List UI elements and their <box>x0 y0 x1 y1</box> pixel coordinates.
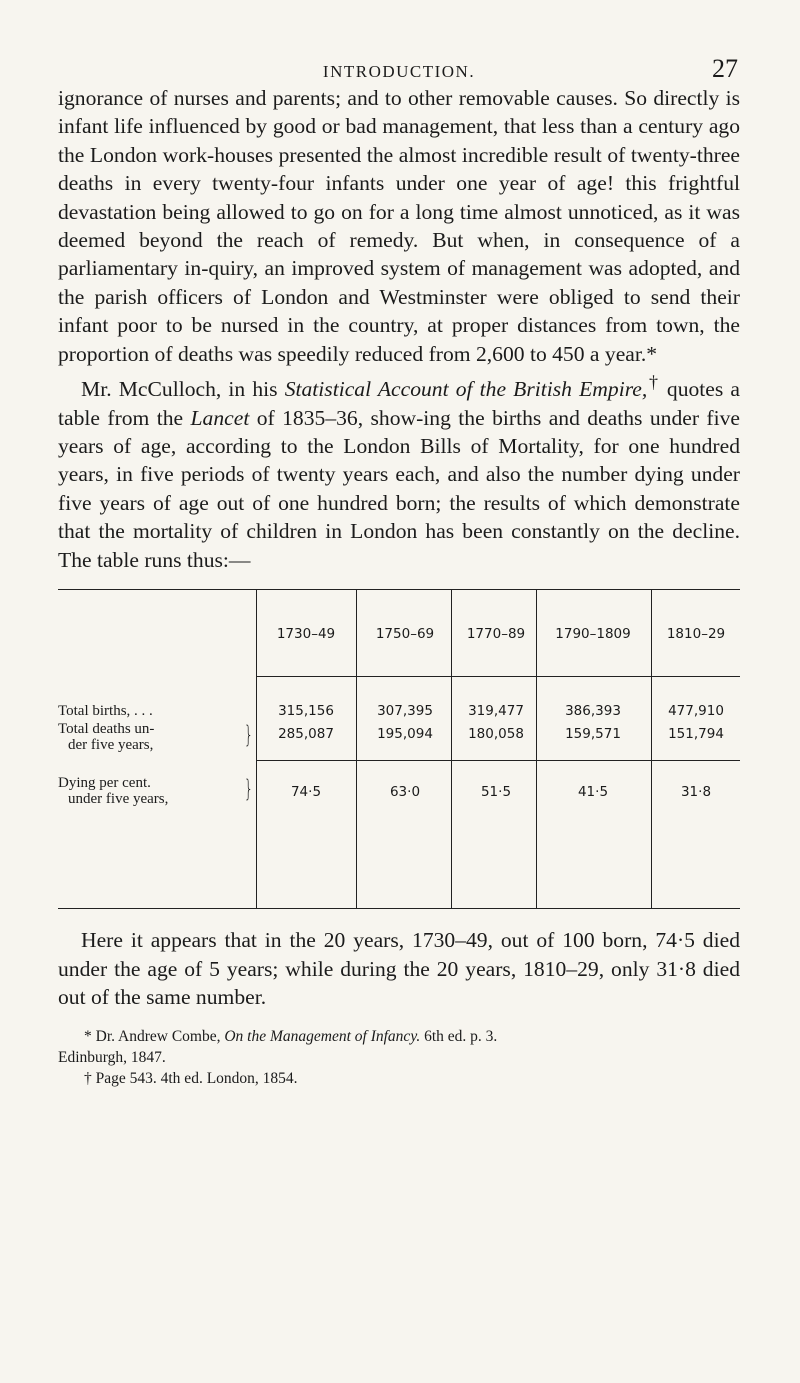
table-cell: 159,571 <box>565 726 621 743</box>
table-cell: 41·5 <box>577 784 609 801</box>
footnote-1-text: 6th ed. p. 3. <box>420 1028 498 1046</box>
table-cell: 285,087 <box>278 726 334 743</box>
paragraph-3: Here it appears that in the 20 years, 1730–49, out of 100 born, 74·5 died under the age of 5 years; while during the 20 years, 1810–29, only 31·8 died out of the same number. <box>58 928 740 1009</box>
table-cell: 307,395 <box>377 703 433 720</box>
table-cell: 180,058 <box>468 726 524 743</box>
running-title: INTRODUCTION. <box>322 62 476 81</box>
table-cell: 319,477 <box>468 703 524 720</box>
row-label-total-deaths-2: der five years, <box>68 737 154 754</box>
book-page <box>58 0 740 1089</box>
footnote-1-line2: Edinburgh, 1847. <box>58 1049 166 1067</box>
book-title: Statistical Account of the British Empire, <box>284 377 648 402</box>
table-cell: 195,094 <box>377 726 433 743</box>
column-header: 1790–1809 <box>555 626 631 643</box>
table-cell: 386,393 <box>565 703 621 720</box>
row-label-dying-2: under five years, <box>68 791 169 808</box>
table-cell: 315,156 <box>278 703 334 720</box>
footnote-1-title: On the Management of Infancy. <box>224 1028 421 1046</box>
column-header: 1770–89 <box>466 626 526 643</box>
row-label-total-deaths-1: Total deaths un- <box>58 721 155 738</box>
table-cell: 477,910 <box>668 703 724 720</box>
footnote-mark: † <box>647 372 660 393</box>
table-cell: 151,794 <box>668 726 724 743</box>
paragraph-2-text: of 1835–36, show-ing the births and deaths under five years of age, according to the London Bills of Mortality, for one hundred years, in five periods of twenty years each, and also the number dying under five years of age out of one hundred born; the results of which demonstrate that the mortality of children in London has been constantly on the decline. The table runs thus:— <box>58 405 740 572</box>
footnote-1-text: * Dr. Andrew Combe, <box>84 1028 225 1046</box>
brace-glyph: } <box>244 721 254 750</box>
table-cell: 63·0 <box>389 784 421 801</box>
paragraph-2-text: Mr. McCulloch, in his <box>81 377 285 402</box>
row-label-dying-1: Dying per cent. <box>58 775 151 792</box>
journal-title: Lancet <box>190 405 250 430</box>
footnote-1 <box>58 1026 740 1047</box>
table-cell: 51·5 <box>480 784 512 801</box>
footnote-2: † Page 543. 4th ed. London, 1854. <box>84 1070 298 1088</box>
mortality-table <box>58 589 740 909</box>
footnotes <box>58 1026 740 1089</box>
paragraph-2 <box>58 368 740 574</box>
table-rule <box>256 676 740 677</box>
column-header: 1810–29 <box>666 626 726 643</box>
paragraph-1: ignorance of nurses and parents; and to other removable causes. So directly is infant life influenced by good or bad management, that less than a century ago the London work-houses presented the almost incredible result of twenty-three deaths in every twenty-four infants under one year of age! this frightful devastation being allowed to go on for a long time almost unnoticed, as it was deemed beyond the reach of remedy. But when, in consequence of a parliamentary in-quiry, an improved system of management was adopted, and the parish officers of London and Westminster were obliged to send their infant poor to be nursed in the country, at proper distances from town, the proportion of deaths was speedily reduced from 2,600 to 450 a year.* <box>58 86 740 366</box>
running-head <box>58 0 740 84</box>
brace-glyph: } <box>244 775 254 804</box>
column-header: 1750–69 <box>375 626 435 643</box>
row-label-total-births: Total births, . . . <box>58 703 153 720</box>
column-header: 1730–49 <box>276 626 336 643</box>
table-cell: 74·5 <box>290 784 322 801</box>
table-rule <box>256 760 740 761</box>
page-number: 27 <box>712 54 738 83</box>
table-cell: 31·8 <box>680 784 712 801</box>
paragraph-2-text: quotes a table from the <box>58 377 741 430</box>
